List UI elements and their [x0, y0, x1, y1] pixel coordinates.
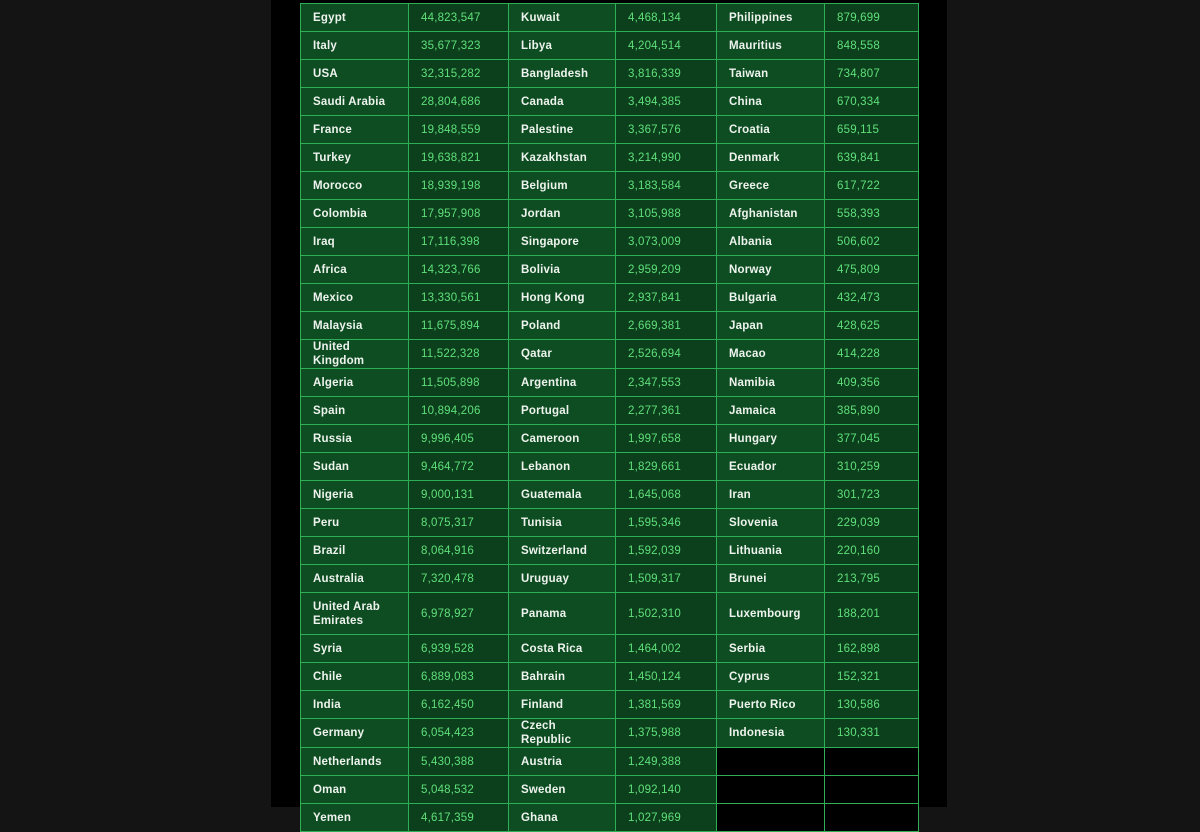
table-row	[301, 397, 919, 425]
value-cell: 385,890	[825, 397, 919, 425]
country-name-cell: Malaysia	[301, 312, 409, 340]
table-row	[301, 453, 919, 481]
value-cell: 377,045	[825, 425, 919, 453]
table-row	[301, 60, 919, 88]
country-name-cell: China	[717, 88, 825, 116]
country-name-cell: Norway	[717, 256, 825, 284]
country-name-cell: Yemen	[301, 804, 409, 832]
table-row	[301, 804, 919, 832]
country-name-cell: Chile	[301, 663, 409, 691]
value-cell: 9,464,772	[409, 453, 509, 481]
value-cell: 14,323,766	[409, 256, 509, 284]
table-row	[301, 369, 919, 397]
value-cell: 506,602	[825, 228, 919, 256]
country-name-cell: India	[301, 691, 409, 719]
table-row	[301, 509, 919, 537]
country-name-cell: Belgium	[509, 172, 616, 200]
value-cell: 17,957,908	[409, 200, 509, 228]
value-cell: 11,675,894	[409, 312, 509, 340]
country-name-cell: Guatemala	[509, 481, 616, 509]
country-name-cell: Cyprus	[717, 663, 825, 691]
country-name-cell: Denmark	[717, 144, 825, 172]
country-name-cell: Costa Rica	[509, 635, 616, 663]
value-cell: 558,393	[825, 200, 919, 228]
country-name-cell: Algeria	[301, 369, 409, 397]
value-cell: 301,723	[825, 481, 919, 509]
country-name-cell: Italy	[301, 32, 409, 60]
value-cell: 229,039	[825, 509, 919, 537]
table-row	[301, 228, 919, 256]
country-name-cell: Afghanistan	[717, 200, 825, 228]
value-cell: 1,595,346	[616, 509, 717, 537]
value-cell: 432,473	[825, 284, 919, 312]
country-name-cell: Panama	[509, 593, 616, 635]
table-row	[301, 537, 919, 565]
table-row	[301, 116, 919, 144]
table-row	[301, 719, 919, 748]
value-cell: 670,334	[825, 88, 919, 116]
value-cell: 6,978,927	[409, 593, 509, 635]
value-cell: 188,201	[825, 593, 919, 635]
value-cell: 32,315,282	[409, 60, 509, 88]
table-row	[301, 481, 919, 509]
country-name-cell: Jamaica	[717, 397, 825, 425]
country-name-cell: Lithuania	[717, 537, 825, 565]
value-cell: 2,959,209	[616, 256, 717, 284]
value-cell: 44,823,547	[409, 4, 509, 32]
value-cell: 1,592,039	[616, 537, 717, 565]
value-cell: 4,617,359	[409, 804, 509, 832]
value-cell: 310,259	[825, 453, 919, 481]
value-cell: 2,937,841	[616, 284, 717, 312]
value-cell: 1,645,068	[616, 481, 717, 509]
country-name-cell: Brazil	[301, 537, 409, 565]
value-cell: 409,356	[825, 369, 919, 397]
value-cell: 152,321	[825, 663, 919, 691]
value-cell: 617,722	[825, 172, 919, 200]
country-name-cell: Kuwait	[509, 4, 616, 32]
country-name-cell: Argentina	[509, 369, 616, 397]
value-cell: 3,214,990	[616, 144, 717, 172]
country-values-table	[300, 3, 919, 832]
country-name-cell: Syria	[301, 635, 409, 663]
value-cell: 1,450,124	[616, 663, 717, 691]
value-cell: 162,898	[825, 635, 919, 663]
country-name-cell: Qatar	[509, 340, 616, 369]
country-name-cell: Namibia	[717, 369, 825, 397]
value-cell: 659,115	[825, 116, 919, 144]
country-name-cell: Spain	[301, 397, 409, 425]
value-cell: 9,000,131	[409, 481, 509, 509]
value-cell: 9,996,405	[409, 425, 509, 453]
value-cell	[825, 776, 919, 804]
value-cell: 213,795	[825, 565, 919, 593]
value-cell: 1,997,658	[616, 425, 717, 453]
country-name-cell: Luxembourg	[717, 593, 825, 635]
value-cell: 8,064,916	[409, 537, 509, 565]
value-cell: 1,464,002	[616, 635, 717, 663]
table-body	[301, 4, 919, 832]
table-row	[301, 635, 919, 663]
table-row	[301, 691, 919, 719]
country-name-cell: Taiwan	[717, 60, 825, 88]
country-name-cell: Bangladesh	[509, 60, 616, 88]
value-cell: 3,494,385	[616, 88, 717, 116]
table-row	[301, 593, 919, 635]
country-name-cell: Cameroon	[509, 425, 616, 453]
country-name-cell: USA	[301, 60, 409, 88]
value-cell: 10,894,206	[409, 397, 509, 425]
table-row	[301, 32, 919, 60]
country-name-cell: Czech Republic	[509, 719, 616, 748]
value-cell: 3,073,009	[616, 228, 717, 256]
country-name-cell: Mexico	[301, 284, 409, 312]
country-name-cell: Finland	[509, 691, 616, 719]
value-cell: 3,816,339	[616, 60, 717, 88]
country-name-cell: Poland	[509, 312, 616, 340]
value-cell: 13,330,561	[409, 284, 509, 312]
country-name-cell: Peru	[301, 509, 409, 537]
country-name-cell: Tunisia	[509, 509, 616, 537]
table-row	[301, 88, 919, 116]
value-cell: 1,375,988	[616, 719, 717, 748]
country-name-cell: Bolivia	[509, 256, 616, 284]
value-cell: 2,277,361	[616, 397, 717, 425]
value-cell: 2,347,553	[616, 369, 717, 397]
country-name-cell: Russia	[301, 425, 409, 453]
value-cell: 11,505,898	[409, 369, 509, 397]
country-name-cell: Libya	[509, 32, 616, 60]
document-page	[271, 0, 947, 824]
country-name-cell: Iraq	[301, 228, 409, 256]
value-cell: 879,699	[825, 4, 919, 32]
country-name-cell: Netherlands	[301, 748, 409, 776]
table-row	[301, 340, 919, 369]
value-cell: 17,116,398	[409, 228, 509, 256]
value-cell: 19,848,559	[409, 116, 509, 144]
table-row	[301, 663, 919, 691]
value-cell: 414,228	[825, 340, 919, 369]
table-row	[301, 748, 919, 776]
value-cell: 7,320,478	[409, 565, 509, 593]
country-name-cell: Portugal	[509, 397, 616, 425]
value-cell: 1,027,969	[616, 804, 717, 832]
value-cell: 2,526,694	[616, 340, 717, 369]
country-name-cell: Greece	[717, 172, 825, 200]
country-name-cell: Singapore	[509, 228, 616, 256]
country-name-cell	[717, 804, 825, 832]
country-name-cell: Hong Kong	[509, 284, 616, 312]
table-row	[301, 776, 919, 804]
table-row	[301, 284, 919, 312]
country-name-cell: Kazakhstan	[509, 144, 616, 172]
country-name-cell: Croatia	[717, 116, 825, 144]
country-name-cell: Australia	[301, 565, 409, 593]
country-name-cell: United Kingdom	[301, 340, 409, 369]
value-cell: 475,809	[825, 256, 919, 284]
country-name-cell: Mauritius	[717, 32, 825, 60]
country-name-cell: Germany	[301, 719, 409, 748]
country-name-cell: Austria	[509, 748, 616, 776]
country-name-cell: Turkey	[301, 144, 409, 172]
country-name-cell: Sudan	[301, 453, 409, 481]
country-name-cell: Albania	[717, 228, 825, 256]
country-name-cell: Brunei	[717, 565, 825, 593]
value-cell: 428,625	[825, 312, 919, 340]
country-name-cell	[717, 776, 825, 804]
country-name-cell: Egypt	[301, 4, 409, 32]
value-cell: 639,841	[825, 144, 919, 172]
table-row	[301, 144, 919, 172]
country-name-cell: Ghana	[509, 804, 616, 832]
country-name-cell: Uruguay	[509, 565, 616, 593]
country-name-cell: Slovenia	[717, 509, 825, 537]
table-row	[301, 312, 919, 340]
table-row	[301, 425, 919, 453]
value-cell: 2,669,381	[616, 312, 717, 340]
value-cell: 35,677,323	[409, 32, 509, 60]
value-cell: 28,804,686	[409, 88, 509, 116]
country-name-cell: France	[301, 116, 409, 144]
value-cell: 220,160	[825, 537, 919, 565]
value-cell: 1,509,317	[616, 565, 717, 593]
value-cell: 5,430,388	[409, 748, 509, 776]
value-cell: 6,054,423	[409, 719, 509, 748]
value-cell: 3,367,576	[616, 116, 717, 144]
country-name-cell: Hungary	[717, 425, 825, 453]
value-cell: 5,048,532	[409, 776, 509, 804]
value-cell: 3,105,988	[616, 200, 717, 228]
country-name-cell: Ecuador	[717, 453, 825, 481]
country-name-cell: Oman	[301, 776, 409, 804]
country-name-cell: Lebanon	[509, 453, 616, 481]
country-name-cell: Colombia	[301, 200, 409, 228]
value-cell: 130,586	[825, 691, 919, 719]
country-name-cell: Puerto Rico	[717, 691, 825, 719]
value-cell: 8,075,317	[409, 509, 509, 537]
country-name-cell: Iran	[717, 481, 825, 509]
table-row	[301, 200, 919, 228]
value-cell: 1,381,569	[616, 691, 717, 719]
table-row	[301, 172, 919, 200]
country-name-cell: Saudi Arabia	[301, 88, 409, 116]
value-cell: 848,558	[825, 32, 919, 60]
country-name-cell: Philippines	[717, 4, 825, 32]
country-name-cell: United Arab Emirates	[301, 593, 409, 635]
value-cell: 3,183,584	[616, 172, 717, 200]
country-name-cell: Palestine	[509, 116, 616, 144]
country-name-cell: Macao	[717, 340, 825, 369]
value-cell: 1,092,140	[616, 776, 717, 804]
value-cell	[825, 804, 919, 832]
country-name-cell: Jordan	[509, 200, 616, 228]
value-cell	[825, 748, 919, 776]
country-name-cell: Bahrain	[509, 663, 616, 691]
table-row	[301, 565, 919, 593]
country-name-cell: Indonesia	[717, 719, 825, 748]
table-row	[301, 4, 919, 32]
country-name-cell: Switzerland	[509, 537, 616, 565]
value-cell: 19,638,821	[409, 144, 509, 172]
value-cell: 130,331	[825, 719, 919, 748]
country-name-cell: Sweden	[509, 776, 616, 804]
value-cell: 4,468,134	[616, 4, 717, 32]
value-cell: 1,829,661	[616, 453, 717, 481]
country-name-cell: Bulgaria	[717, 284, 825, 312]
table-row	[301, 256, 919, 284]
country-name-cell: Nigeria	[301, 481, 409, 509]
value-cell: 11,522,328	[409, 340, 509, 369]
country-name-cell: Canada	[509, 88, 616, 116]
value-cell: 18,939,198	[409, 172, 509, 200]
country-name-cell: Japan	[717, 312, 825, 340]
value-cell: 4,204,514	[616, 32, 717, 60]
value-cell: 1,249,388	[616, 748, 717, 776]
value-cell: 1,502,310	[616, 593, 717, 635]
country-name-cell	[717, 748, 825, 776]
country-name-cell: Africa	[301, 256, 409, 284]
value-cell: 6,889,083	[409, 663, 509, 691]
country-name-cell: Morocco	[301, 172, 409, 200]
value-cell: 734,807	[825, 60, 919, 88]
value-cell: 6,939,528	[409, 635, 509, 663]
value-cell: 6,162,450	[409, 691, 509, 719]
country-name-cell: Serbia	[717, 635, 825, 663]
